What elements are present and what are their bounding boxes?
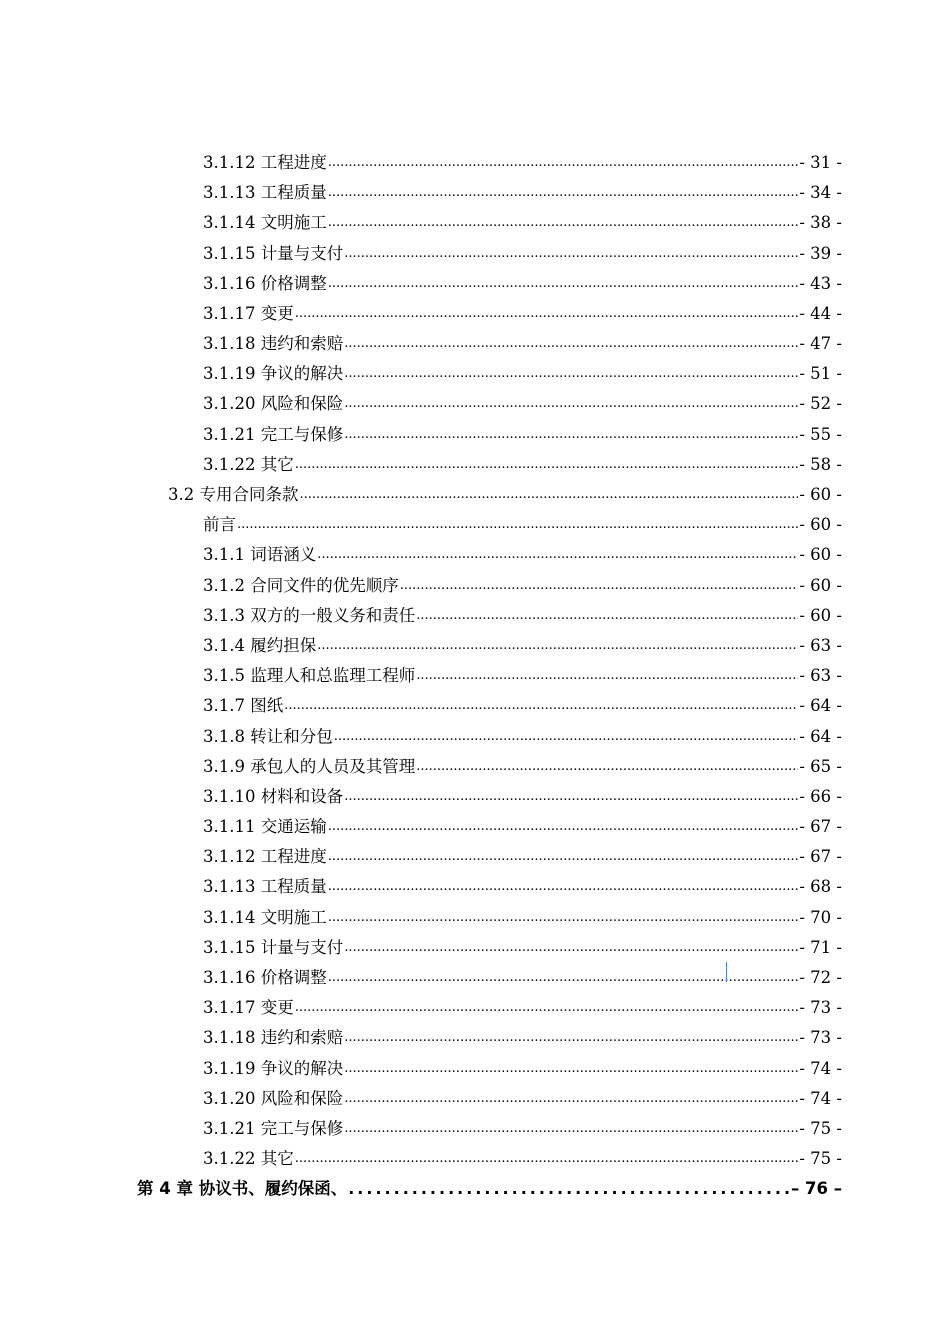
toc-leader-dots (237, 510, 798, 540)
toc-entry-label: 3.1.12 工程进度 (203, 847, 327, 867)
toc-entry-page: - 60 - (799, 575, 842, 595)
toc-entry-page: - 43 - (799, 273, 842, 293)
toc-entry-label: 3.1.18 违约和索赔 (203, 334, 344, 354)
toc-entry-label: 3.1.5 监理人和总监理工程师 (203, 666, 416, 686)
toc-entry-label: 3.1.14 文明施工 (203, 907, 327, 927)
toc-entry[interactable] (0, 1084, 950, 1114)
toc-entry[interactable] (0, 1174, 950, 1204)
toc-leader-dots (284, 691, 798, 721)
toc-leader-dots (300, 480, 799, 510)
toc-leader-dots (317, 540, 798, 570)
toc-leader-dots (344, 1023, 798, 1053)
toc-entry-label: 3.1.12 工程进度 (203, 152, 327, 172)
toc-entry[interactable] (0, 661, 950, 691)
toc-entry-label: 3.1.14 文明施工 (203, 213, 327, 233)
toc-entry[interactable] (0, 601, 950, 631)
toc-entry[interactable] (0, 269, 950, 299)
toc-entry[interactable] (0, 420, 950, 450)
toc-entry-page: - 74 - (799, 1088, 842, 1108)
toc-entry-page: - 60 - (799, 545, 842, 565)
toc-leader-dots (344, 389, 798, 419)
toc-leader-dots (344, 1084, 798, 1114)
toc-leader-dots (344, 1054, 798, 1084)
toc-entry-label: 3.1.17 变更 (203, 998, 294, 1018)
toc-entry-page: - 73 - (799, 998, 842, 1018)
toc-entry[interactable] (0, 993, 950, 1023)
toc-entry[interactable] (0, 329, 950, 359)
toc-entry[interactable] (0, 450, 950, 480)
toc-entry[interactable] (0, 752, 950, 782)
toc-entry-page: – 76 – (791, 1179, 842, 1199)
text-cursor (726, 962, 727, 982)
toc-entry-page: - 63 - (799, 666, 842, 686)
toc-leader-dots (416, 601, 798, 631)
toc-entry-page: - 68 - (799, 877, 842, 897)
toc-leader-dots (344, 329, 798, 359)
toc-entry[interactable] (0, 963, 950, 993)
toc-leader-dots (295, 299, 799, 329)
toc-entry-page: - 52 - (799, 394, 842, 414)
toc-leader-dots (344, 782, 798, 812)
toc-leader-dots (344, 420, 798, 450)
toc-leader-dots (328, 148, 799, 178)
toc-leader-dots (416, 752, 798, 782)
toc-entry-label: 3.1.19 争议的解决 (203, 364, 344, 384)
toc-entry-label: 3.1.1 词语涵义 (203, 545, 317, 565)
table-of-contents (0, 148, 950, 1205)
toc-entry[interactable] (0, 812, 950, 842)
toc-leader-dots (328, 269, 799, 299)
toc-entry[interactable] (0, 1114, 950, 1144)
toc-entry-page: - 38 - (799, 213, 842, 233)
toc-leader-dots (344, 239, 798, 269)
toc-entry-page: - 67 - (799, 847, 842, 867)
toc-leader-dots (348, 1174, 790, 1204)
toc-entry-label: 3.1.9 承包人的人员及其管理 (203, 756, 416, 776)
toc-entry-page: - 60 - (799, 605, 842, 625)
toc-entry-page: - 63 - (799, 635, 842, 655)
toc-entry-page: - 72 - (799, 968, 842, 988)
toc-entry-label: 3.1.17 变更 (203, 303, 294, 323)
toc-entry-page: - 71 - (799, 937, 842, 957)
toc-entry[interactable] (0, 510, 950, 540)
toc-entry-page: - 47 - (799, 334, 842, 354)
toc-entry-page: - 60 - (799, 515, 842, 535)
toc-entry[interactable] (0, 873, 950, 903)
toc-entry-page: - 55 - (799, 424, 842, 444)
toc-entry-label: 3.1.15 计量与支付 (203, 243, 344, 263)
toc-entry-label: 3.1.13 工程质量 (203, 877, 327, 897)
toc-entry-page: - 73 - (799, 1028, 842, 1048)
toc-leader-dots (344, 359, 798, 389)
toc-leader-dots (328, 208, 799, 238)
toc-entry-label: 3.1.3 双方的一般义务和责任 (203, 605, 416, 625)
toc-entry[interactable] (0, 631, 950, 661)
toc-entry-page: - 39 - (799, 243, 842, 263)
toc-leader-dots (344, 1114, 798, 1144)
toc-entry[interactable] (0, 722, 950, 752)
toc-entry[interactable] (0, 933, 950, 963)
toc-leader-dots (328, 178, 799, 208)
toc-entry-label: 3.1.20 风险和保险 (203, 1088, 344, 1108)
toc-leader-dots (416, 661, 798, 691)
toc-leader-dots (295, 1144, 799, 1174)
toc-entry-label: 3.1.22 其它 (203, 1149, 294, 1169)
toc-leader-dots (328, 903, 799, 933)
toc-leader-dots (328, 963, 799, 993)
toc-entry-label: 3.1.21 完工与保修 (203, 424, 344, 444)
toc-leader-dots (344, 933, 798, 963)
toc-entry-label: 3.1.19 争议的解决 (203, 1058, 344, 1078)
toc-entry-label: 前言 (203, 515, 236, 535)
toc-entry-page: - 65 - (799, 756, 842, 776)
toc-entry[interactable] (0, 691, 950, 721)
toc-entry-page: - 66 - (799, 786, 842, 806)
toc-entry-label: 3.1.21 完工与保修 (203, 1118, 344, 1138)
toc-entry-page: - 64 - (799, 726, 842, 746)
toc-entry-label: 3.1.11 交通运输 (203, 817, 327, 837)
toc-entry-label: 第 4 章 协议书、履约保函、 (137, 1179, 348, 1199)
toc-entry-page: - 74 - (799, 1058, 842, 1078)
toc-leader-dots (295, 450, 799, 480)
toc-entry-label: 3.1.16 价格调整 (203, 273, 327, 293)
toc-entry-label: 3.2 专用合同条款 (168, 485, 299, 505)
toc-entry[interactable] (0, 842, 950, 872)
toc-entry[interactable] (0, 1144, 950, 1174)
toc-leader-dots (317, 631, 798, 661)
toc-leader-dots (400, 571, 799, 601)
toc-entry[interactable] (0, 903, 950, 933)
toc-entry-page: - 51 - (799, 364, 842, 384)
toc-entry-label: 3.1.15 计量与支付 (203, 937, 344, 957)
toc-entry-page: - 70 - (799, 907, 842, 927)
toc-entry[interactable] (0, 1054, 950, 1084)
toc-entry-label: 3.1.10 材料和设备 (203, 786, 344, 806)
toc-entry-page: - 34 - (799, 183, 842, 203)
toc-entry-label: 3.1.20 风险和保险 (203, 394, 344, 414)
toc-entry[interactable] (0, 239, 950, 269)
toc-entry-label: 3.1.22 其它 (203, 454, 294, 474)
toc-entry-page: - 31 - (799, 152, 842, 172)
toc-entry[interactable] (0, 390, 950, 420)
toc-entry[interactable] (0, 540, 950, 570)
toc-entry-label: 3.1.18 违约和索赔 (203, 1028, 344, 1048)
toc-entry-label: 3.1.7 图纸 (203, 696, 284, 716)
toc-entry[interactable] (0, 208, 950, 238)
toc-entry-label: 3.1.2 合同文件的优先顺序 (203, 575, 399, 595)
toc-entry-page: - 75 - (799, 1118, 842, 1138)
toc-entry[interactable] (0, 178, 950, 208)
toc-entry-label: 3.1.8 转让和分包 (203, 726, 333, 746)
toc-entry[interactable] (0, 782, 950, 812)
toc-entry-page: - 67 - (799, 817, 842, 837)
toc-leader-dots (328, 812, 799, 842)
toc-leader-dots (334, 722, 799, 752)
toc-entry[interactable] (0, 480, 950, 510)
toc-entry-label: 3.1.13 工程质量 (203, 183, 327, 203)
toc-entry-page: - 58 - (799, 454, 842, 474)
toc-entry-page: - 44 - (799, 303, 842, 323)
toc-entry-page: - 60 - (799, 485, 842, 505)
toc-entry[interactable] (0, 1023, 950, 1053)
toc-entry[interactable] (0, 299, 950, 329)
toc-entry-label: 3.1.16 价格调整 (203, 968, 327, 988)
toc-leader-dots (328, 872, 799, 902)
toc-entry[interactable] (0, 148, 950, 178)
toc-entry-page: - 75 - (799, 1149, 842, 1169)
toc-entry[interactable] (0, 571, 950, 601)
toc-entry-page: - 64 - (799, 696, 842, 716)
toc-leader-dots (295, 993, 799, 1023)
toc-entry[interactable] (0, 359, 950, 389)
toc-entry-label: 3.1.4 履约担保 (203, 635, 317, 655)
toc-leader-dots (328, 842, 799, 872)
